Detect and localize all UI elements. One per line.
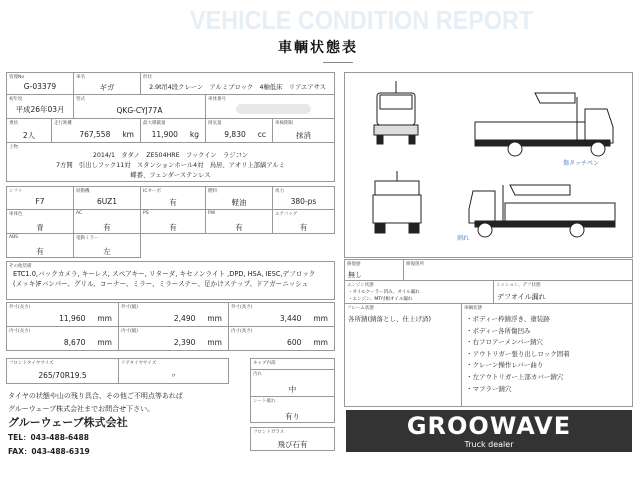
truck-diagram xyxy=(344,72,633,258)
crack-note: 割れ xyxy=(457,235,470,242)
pw-cell xyxy=(205,209,273,234)
inspection-cell xyxy=(272,118,335,143)
label: 車検期限 xyxy=(275,121,293,126)
value: 飛び石有 xyxy=(277,440,308,449)
touch-pen-note: 傷タッチペン xyxy=(563,160,600,167)
label: フロントガラス xyxy=(253,430,285,435)
front-tyre-cell xyxy=(6,358,119,384)
label: エアバッグ xyxy=(275,212,298,217)
engine-cell xyxy=(73,186,141,210)
label: PW xyxy=(208,211,216,216)
label: 上物 xyxy=(9,145,18,150)
fuel-cell xyxy=(205,186,273,210)
label: AC xyxy=(76,211,83,216)
value: ギガ xyxy=(99,83,115,92)
ext-length-cell xyxy=(6,302,119,327)
repair-place-cell xyxy=(403,259,633,281)
rear-tyre-cell xyxy=(118,358,229,384)
value: 各所錆(錆落とし、仕上げ済) xyxy=(348,315,432,323)
unit: mm xyxy=(97,338,112,347)
label: キャブ内部 xyxy=(253,361,276,366)
label: シート破れ xyxy=(253,399,276,404)
int-length-cell xyxy=(6,326,119,351)
title-underline xyxy=(323,62,353,63)
body-line: 2014/1 タダノ ZE504HRE フックイン ラジコン xyxy=(92,152,249,159)
hp-cell xyxy=(272,186,335,210)
label: 初年度 xyxy=(9,97,23,102)
label: 外寸(高さ) xyxy=(231,305,253,310)
value: 〃 xyxy=(170,373,177,380)
value: G-03379 xyxy=(23,82,57,91)
tel: TEL：043-488-6488 xyxy=(8,433,89,442)
label: ICターボ xyxy=(143,189,161,194)
label: 車体番号 xyxy=(208,97,226,102)
value: 軽油 xyxy=(231,198,247,207)
int-width-cell xyxy=(118,326,229,351)
unit: cc xyxy=(257,130,266,139)
condition-item: ・アウトリガー張り出しロック固着 xyxy=(466,349,570,358)
frame-condition-cell xyxy=(344,303,462,407)
first-reg-cell xyxy=(6,94,74,119)
label: 車輌状態 xyxy=(464,306,482,311)
value: 6UZ1 xyxy=(96,197,118,206)
windshield-cell xyxy=(250,427,335,451)
unit: kg xyxy=(189,130,199,139)
value: 有 xyxy=(235,223,243,232)
fax: FAX：043-488-6319 xyxy=(8,447,90,456)
label: 車体色 xyxy=(9,212,23,217)
condition-item: ・マフラー錆穴 xyxy=(466,384,512,393)
name-cell xyxy=(73,72,141,95)
label: 修復歴 xyxy=(347,262,361,267)
page-title: 車輌状態表 xyxy=(278,40,358,56)
label: 走行距離 xyxy=(54,121,72,126)
mission-condition-cell xyxy=(493,280,633,304)
unit: mm xyxy=(207,314,222,323)
cab-dirt-cell xyxy=(250,369,335,397)
engine-line: ・オイルクーラー凹み、オイル漏れ xyxy=(348,290,420,295)
value: 有 xyxy=(169,198,177,207)
label: 内寸(幅) xyxy=(121,329,139,334)
value: 3,440 xyxy=(279,314,302,323)
label: 外寸(幅) xyxy=(121,305,139,310)
logo-tagline: Truck dealer xyxy=(464,440,514,449)
value: 9,830 xyxy=(224,130,246,139)
logo-brand: GROOWAVE xyxy=(406,412,572,440)
label: 排気量 xyxy=(208,121,222,126)
label: フレーム状態 xyxy=(347,306,374,311)
value: 380-ps xyxy=(290,197,317,206)
value: 有 xyxy=(169,223,177,232)
condition-item: ・ボディー各所傷凹み xyxy=(466,326,531,335)
value: 左 xyxy=(103,247,111,256)
value: 有 xyxy=(103,223,111,232)
condition-item: ・クレーン操作レバー曲り xyxy=(466,361,544,370)
int-height-cell xyxy=(228,326,335,351)
value: 2,390 xyxy=(173,338,196,347)
label: 汚れ xyxy=(253,372,262,377)
body-line: 蝶番、フェンダーステンレス xyxy=(130,172,211,179)
label: 内寸(高さ) xyxy=(231,329,253,334)
ps-cell xyxy=(140,209,206,234)
mgmt-no-cell xyxy=(6,72,74,95)
label: 管理No xyxy=(9,75,25,80)
value: F7 xyxy=(35,197,45,206)
engine-condition-cell xyxy=(344,280,494,304)
turbo-cell xyxy=(140,186,206,210)
label: リアタイヤサイズ xyxy=(121,361,157,366)
label: 原動機 xyxy=(76,189,90,194)
label: 型式 xyxy=(76,97,85,102)
value: デフオイル漏れ xyxy=(497,293,546,301)
label: エンジン状態 xyxy=(347,283,374,288)
side-view-left xyxy=(469,185,615,237)
value: 平成26年03月 xyxy=(15,105,65,114)
unit: mm xyxy=(207,338,222,347)
abs-cell xyxy=(6,233,74,258)
value: 8,670 xyxy=(63,338,86,347)
value: 2.9t吊4段クレーン アルミブロック 4軸低床 リアエアサス xyxy=(149,84,326,91)
max-load-cell xyxy=(140,118,206,143)
value: 2人 xyxy=(22,131,36,140)
airbag-cell xyxy=(272,209,335,234)
condition-item: ・右フロアーメンバー錆穴 xyxy=(466,338,544,347)
label: 修復箇所 xyxy=(406,262,424,267)
value: 2,490 xyxy=(173,314,196,323)
label: その他装備 xyxy=(9,264,32,269)
value: 600 xyxy=(287,338,302,347)
label: 外寸(長さ) xyxy=(9,305,31,310)
mirror-cell xyxy=(73,233,141,258)
value: QKG-CYJ77A xyxy=(116,106,163,115)
label: 電動ミラー xyxy=(76,236,99,241)
label: フロントタイヤサイズ xyxy=(9,361,54,366)
engine-line: ・エンジン、MT付根オイル漏れ xyxy=(348,297,413,302)
label: 形状 xyxy=(143,75,152,80)
shift-cell xyxy=(6,186,74,210)
ext-width-cell xyxy=(118,302,229,327)
side-view-right xyxy=(475,93,613,156)
unit: mm xyxy=(97,314,112,323)
value: 無し xyxy=(348,271,362,279)
label: 乗員 xyxy=(9,121,18,126)
label: 車名 xyxy=(76,75,85,80)
label: ABS xyxy=(9,235,18,240)
condition-item: ・ボディー枠錆浮き、塗装跡 xyxy=(466,315,550,323)
equipment-line: ETC1.0,バックカメラ, キーレス, スペアキー, リターダ, キセノンライト ,DPD, HSA, IESC,デフロック xyxy=(13,270,316,278)
displacement-cell xyxy=(205,118,273,143)
label: 最大積載量 xyxy=(143,121,166,126)
value: 有り xyxy=(285,412,300,421)
equipment-cell xyxy=(6,261,335,300)
mileage-cell xyxy=(51,118,141,143)
label: 燃料 xyxy=(208,189,217,194)
body-cell xyxy=(6,142,335,182)
value: 有 xyxy=(36,247,44,256)
chassis-no-cell xyxy=(205,94,335,119)
unit: mm xyxy=(313,314,328,323)
unit: mm xyxy=(313,338,328,347)
cab-seat-cell xyxy=(250,396,335,423)
repair-history-cell xyxy=(344,259,404,281)
color-cell xyxy=(6,209,74,234)
body-line: 7方開 引出しフック11対 スタンションホール4対 鳥居、アオリ上部縞アルミ xyxy=(56,162,285,169)
watermark: VEHICLE CONDITION REPORT xyxy=(190,5,534,35)
contact-note: グルーウェーブ株式会社までお問合せ下さい。 xyxy=(8,405,155,413)
capacity-cell xyxy=(6,118,52,143)
label: 内寸(長さ) xyxy=(9,329,31,334)
company-name: グルーウェーブ株式会社 xyxy=(8,416,128,429)
unit: km xyxy=(122,130,134,139)
vehicle-condition-cell xyxy=(461,303,633,407)
value: 265/70R19.5 xyxy=(38,371,87,380)
value: 11,900 xyxy=(151,130,178,139)
ext-height-cell xyxy=(228,302,335,327)
rear-view xyxy=(373,171,421,233)
value: 有 xyxy=(299,223,308,232)
tyre-note: タイヤの状態や山の残り具合、その他ご不明点等あれば xyxy=(8,392,183,400)
equipment-line: (メッキ)Fバンパー、グリル、コーナー、ミラー、ミラーステー、足かけステップ、ドアガーニッシュ xyxy=(13,280,309,288)
ac-cell xyxy=(73,209,141,234)
value: 767,558 xyxy=(79,130,111,139)
value: 11,960 xyxy=(59,314,86,323)
groowave-logo xyxy=(346,410,632,452)
chassis-no-blur xyxy=(236,104,311,114)
label: 馬力 xyxy=(275,189,284,194)
value: 青 xyxy=(36,223,44,232)
shape-cell xyxy=(140,72,335,95)
label: ミッション、デフ状態 xyxy=(496,283,541,288)
value: 中 xyxy=(288,385,297,394)
label: シフト xyxy=(9,189,23,194)
model-cell xyxy=(73,94,206,119)
front-view xyxy=(374,81,418,144)
condition-item: ・左アウトリガー上部カバー錆穴 xyxy=(466,372,564,381)
label: PS xyxy=(143,211,149,216)
value: 抹消 xyxy=(296,131,311,140)
